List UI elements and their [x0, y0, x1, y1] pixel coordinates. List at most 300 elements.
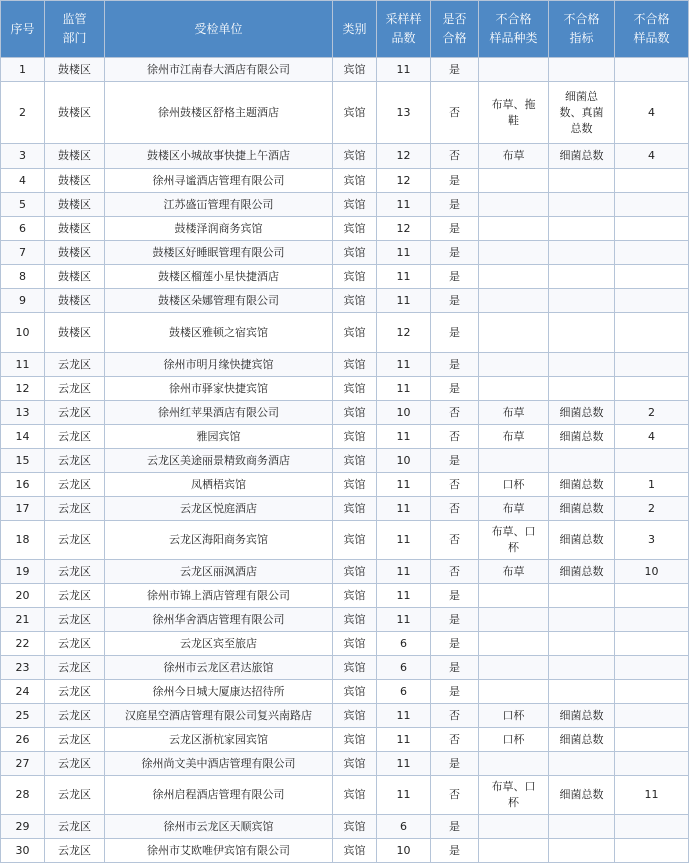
row-fail-index: 细菌总数: [549, 728, 615, 752]
row-samples: 12: [377, 217, 431, 241]
row-dept: 鼓楼区: [45, 193, 105, 217]
row-fail-count: [615, 449, 689, 473]
row-dept: 鼓楼区: [45, 169, 105, 193]
row-pass: 否: [431, 560, 479, 584]
row-dept: 鼓楼区: [45, 241, 105, 265]
table-row: [1, 680, 689, 704]
table-row: [1, 82, 689, 144]
table-row: [1, 632, 689, 656]
row-fail-count: [615, 353, 689, 377]
row-no: 4: [1, 169, 45, 193]
row-unit: 鼓楼区榴莲小星快捷酒店: [105, 265, 333, 289]
table-row: [1, 217, 689, 241]
row-fail-count: [615, 632, 689, 656]
row-category: 宾馆: [333, 656, 377, 680]
row-fail-types: 布草、口 杯: [479, 521, 549, 560]
row-fail-types: 布草、口 杯: [479, 776, 549, 815]
row-fail-types: [479, 839, 549, 863]
table-row: [1, 425, 689, 449]
row-fail-index: 细菌总数: [549, 144, 615, 169]
row-fail-index: [549, 313, 615, 353]
row-fail-index: [549, 632, 615, 656]
row-no: 18: [1, 521, 45, 560]
row-fail-count: 10: [615, 560, 689, 584]
row-pass: 是: [431, 217, 479, 241]
row-unit: 徐州今日城大厦康达招待所: [105, 680, 333, 704]
row-category: 宾馆: [333, 313, 377, 353]
row-pass: 是: [431, 449, 479, 473]
row-dept: 鼓楼区: [45, 58, 105, 82]
row-category: 宾馆: [333, 752, 377, 776]
row-samples: 11: [377, 560, 431, 584]
row-pass: 是: [431, 313, 479, 353]
table-row: [1, 776, 689, 815]
row-fail-count: [615, 728, 689, 752]
row-dept: 鼓楼区: [45, 82, 105, 144]
table-row: [1, 193, 689, 217]
row-fail-index: [549, 815, 615, 839]
row-samples: 12: [377, 313, 431, 353]
row-category: 宾馆: [333, 144, 377, 169]
row-dept: 云龙区: [45, 815, 105, 839]
header-samples: 采样样 品数: [377, 1, 431, 58]
row-pass: 是: [431, 815, 479, 839]
row-category: 宾馆: [333, 289, 377, 313]
row-pass: 否: [431, 82, 479, 144]
row-dept: 云龙区: [45, 401, 105, 425]
row-category: 宾馆: [333, 217, 377, 241]
row-dept: 云龙区: [45, 497, 105, 521]
row-fail-index: [549, 58, 615, 82]
row-fail-count: [615, 58, 689, 82]
row-pass: 否: [431, 521, 479, 560]
row-pass: 是: [431, 839, 479, 863]
row-fail-count: [615, 289, 689, 313]
row-category: 宾馆: [333, 728, 377, 752]
row-no: 20: [1, 584, 45, 608]
row-category: 宾馆: [333, 353, 377, 377]
row-samples: 11: [377, 265, 431, 289]
row-fail-types: [479, 449, 549, 473]
row-fail-types: [479, 377, 549, 401]
row-unit: 鼓楼区雅顿之宿宾馆: [105, 313, 333, 353]
row-no: 14: [1, 425, 45, 449]
row-unit: 徐州市江南春大酒店有限公司: [105, 58, 333, 82]
table-row: [1, 241, 689, 265]
row-category: 宾馆: [333, 560, 377, 584]
row-unit: 鼓楼区好睡眠管理有限公司: [105, 241, 333, 265]
row-category: 宾馆: [333, 776, 377, 815]
row-samples: 11: [377, 704, 431, 728]
table-body: [1, 58, 689, 863]
row-dept: 云龙区: [45, 704, 105, 728]
table-row: [1, 815, 689, 839]
row-fail-count: 4: [615, 425, 689, 449]
row-dept: 云龙区: [45, 608, 105, 632]
row-unit: 云龙区宾至旅店: [105, 632, 333, 656]
row-pass: 否: [431, 497, 479, 521]
row-dept: 云龙区: [45, 584, 105, 608]
row-no: 17: [1, 497, 45, 521]
row-no: 26: [1, 728, 45, 752]
row-category: 宾馆: [333, 608, 377, 632]
row-fail-count: 1: [615, 473, 689, 497]
row-fail-count: [615, 377, 689, 401]
row-fail-index: 细菌总 数、真菌 总数: [549, 82, 615, 144]
row-unit: 徐州市云龙区君达旅馆: [105, 656, 333, 680]
row-fail-types: [479, 353, 549, 377]
row-category: 宾馆: [333, 425, 377, 449]
row-pass: 否: [431, 144, 479, 169]
row-fail-count: 11: [615, 776, 689, 815]
row-fail-index: [549, 193, 615, 217]
row-no: 23: [1, 656, 45, 680]
row-pass: 是: [431, 377, 479, 401]
row-unit: 徐州启程酒店管理有限公司: [105, 776, 333, 815]
row-fail-types: [479, 313, 549, 353]
row-fail-count: [615, 608, 689, 632]
row-category: 宾馆: [333, 680, 377, 704]
row-fail-count: 4: [615, 82, 689, 144]
row-fail-types: 布草: [479, 497, 549, 521]
row-fail-count: [615, 265, 689, 289]
row-unit: 徐州鼓楼区舒格主题酒店: [105, 82, 333, 144]
row-category: 宾馆: [333, 521, 377, 560]
row-category: 宾馆: [333, 839, 377, 863]
row-unit: 徐州寻谧酒店管理有限公司: [105, 169, 333, 193]
row-samples: 11: [377, 425, 431, 449]
row-fail-index: [549, 839, 615, 863]
row-category: 宾馆: [333, 632, 377, 656]
header-pass: 是否 合格: [431, 1, 479, 58]
row-fail-count: [615, 193, 689, 217]
row-pass: 是: [431, 680, 479, 704]
row-fail-index: 细菌总数: [549, 497, 615, 521]
row-dept: 云龙区: [45, 521, 105, 560]
row-no: 1: [1, 58, 45, 82]
row-category: 宾馆: [333, 169, 377, 193]
table-row: [1, 521, 689, 560]
row-fail-count: [615, 815, 689, 839]
row-fail-index: 细菌总数: [549, 401, 615, 425]
row-samples: 6: [377, 656, 431, 680]
row-fail-types: [479, 680, 549, 704]
row-fail-count: [615, 752, 689, 776]
row-pass: 是: [431, 265, 479, 289]
row-samples: 11: [377, 353, 431, 377]
row-samples: 10: [377, 839, 431, 863]
table-row: [1, 377, 689, 401]
row-fail-count: [615, 217, 689, 241]
table-row: [1, 401, 689, 425]
row-fail-index: 细菌总数: [549, 473, 615, 497]
row-fail-index: [549, 217, 615, 241]
row-no: 11: [1, 353, 45, 377]
row-fail-count: [615, 241, 689, 265]
row-unit: 徐州尚文美中酒店管理有限公司: [105, 752, 333, 776]
row-category: 宾馆: [333, 584, 377, 608]
row-fail-index: [549, 584, 615, 608]
row-no: 12: [1, 377, 45, 401]
row-fail-count: 2: [615, 401, 689, 425]
row-fail-index: 细菌总数: [549, 776, 615, 815]
row-no: 13: [1, 401, 45, 425]
row-no: 10: [1, 313, 45, 353]
table-row: [1, 560, 689, 584]
row-fail-types: [479, 752, 549, 776]
row-fail-count: 4: [615, 144, 689, 169]
row-category: 宾馆: [333, 815, 377, 839]
row-unit: 雅园宾馆: [105, 425, 333, 449]
table-row: [1, 144, 689, 169]
row-no: 27: [1, 752, 45, 776]
row-fail-count: 2: [615, 497, 689, 521]
row-category: 宾馆: [333, 193, 377, 217]
row-samples: 11: [377, 584, 431, 608]
table-row: [1, 265, 689, 289]
row-category: 宾馆: [333, 449, 377, 473]
table-row: [1, 289, 689, 313]
header-category: 类别: [333, 1, 377, 58]
row-samples: 11: [377, 752, 431, 776]
header-dept: 监管 部门: [45, 1, 105, 58]
row-fail-index: [549, 169, 615, 193]
row-pass: 是: [431, 632, 479, 656]
row-no: 16: [1, 473, 45, 497]
row-category: 宾馆: [333, 82, 377, 144]
row-fail-types: [479, 608, 549, 632]
row-pass: 是: [431, 289, 479, 313]
row-pass: 否: [431, 728, 479, 752]
row-unit: 徐州市驿家快捷宾馆: [105, 377, 333, 401]
row-fail-types: 布草: [479, 425, 549, 449]
row-unit: 徐州红苹果酒店有限公司: [105, 401, 333, 425]
table-row: [1, 473, 689, 497]
row-unit: 云龙区美途丽景精致商务酒店: [105, 449, 333, 473]
row-category: 宾馆: [333, 377, 377, 401]
row-pass: 否: [431, 473, 479, 497]
row-samples: 11: [377, 497, 431, 521]
row-pass: 是: [431, 193, 479, 217]
row-dept: 鼓楼区: [45, 265, 105, 289]
row-fail-count: [615, 704, 689, 728]
row-fail-types: [479, 169, 549, 193]
row-dept: 云龙区: [45, 776, 105, 815]
header-fail-types: 不合格 样品种类: [479, 1, 549, 58]
row-dept: 云龙区: [45, 632, 105, 656]
row-fail-index: [549, 656, 615, 680]
row-fail-index: [549, 289, 615, 313]
header-unit: 受检单位: [105, 1, 333, 58]
row-fail-types: [479, 632, 549, 656]
row-fail-types: [479, 241, 549, 265]
table-row: [1, 584, 689, 608]
row-dept: 云龙区: [45, 353, 105, 377]
row-fail-types: [479, 217, 549, 241]
row-no: 21: [1, 608, 45, 632]
table-row: [1, 449, 689, 473]
row-fail-types: 口杯: [479, 473, 549, 497]
row-fail-index: [549, 265, 615, 289]
header-no: 序号: [1, 1, 45, 58]
row-dept: 鼓楼区: [45, 144, 105, 169]
row-pass: 是: [431, 241, 479, 265]
row-pass: 否: [431, 401, 479, 425]
row-pass: 是: [431, 58, 479, 82]
row-fail-count: [615, 839, 689, 863]
header-row: [1, 1, 689, 58]
row-fail-count: 3: [615, 521, 689, 560]
row-no: 5: [1, 193, 45, 217]
row-fail-index: [549, 449, 615, 473]
header-fail-index: 不合格 指标: [549, 1, 615, 58]
row-no: 15: [1, 449, 45, 473]
row-no: 25: [1, 704, 45, 728]
row-dept: 云龙区: [45, 728, 105, 752]
row-fail-types: 口杯: [479, 728, 549, 752]
row-no: 19: [1, 560, 45, 584]
row-no: 24: [1, 680, 45, 704]
row-unit: 鼓楼区朵娜管理有限公司: [105, 289, 333, 313]
row-fail-count: [615, 169, 689, 193]
row-samples: 11: [377, 58, 431, 82]
row-samples: 11: [377, 776, 431, 815]
row-unit: 云龙区浙杭家园宾馆: [105, 728, 333, 752]
row-fail-index: [549, 608, 615, 632]
row-no: 7: [1, 241, 45, 265]
table-row: [1, 704, 689, 728]
row-samples: 6: [377, 632, 431, 656]
row-dept: 云龙区: [45, 449, 105, 473]
row-fail-index: 细菌总数: [549, 560, 615, 584]
table-row: [1, 728, 689, 752]
table-row: [1, 839, 689, 863]
row-pass: 是: [431, 169, 479, 193]
row-no: 2: [1, 82, 45, 144]
row-pass: 是: [431, 608, 479, 632]
row-dept: 鼓楼区: [45, 289, 105, 313]
table-row: [1, 656, 689, 680]
table-row: [1, 58, 689, 82]
row-category: 宾馆: [333, 704, 377, 728]
row-no: 8: [1, 265, 45, 289]
row-fail-count: [615, 313, 689, 353]
row-samples: 11: [377, 193, 431, 217]
row-no: 3: [1, 144, 45, 169]
row-fail-index: 细菌总数: [549, 521, 615, 560]
table-row: [1, 353, 689, 377]
row-fail-types: [479, 584, 549, 608]
row-dept: 云龙区: [45, 752, 105, 776]
row-samples: 6: [377, 680, 431, 704]
row-unit: 云龙区丽沨酒店: [105, 560, 333, 584]
row-fail-index: [549, 241, 615, 265]
row-fail-index: [549, 752, 615, 776]
row-samples: 11: [377, 289, 431, 313]
row-samples: 12: [377, 144, 431, 169]
row-unit: 江苏盛冚管理有限公司: [105, 193, 333, 217]
row-samples: 11: [377, 241, 431, 265]
row-fail-types: 布草、拖 鞋: [479, 82, 549, 144]
row-dept: 鼓楼区: [45, 313, 105, 353]
row-fail-types: [479, 58, 549, 82]
header-fail-count: 不合格 样品数: [615, 1, 689, 58]
row-fail-count: [615, 656, 689, 680]
row-pass: 是: [431, 656, 479, 680]
row-unit: 徐州市明月缘快捷宾馆: [105, 353, 333, 377]
row-samples: 11: [377, 521, 431, 560]
row-dept: 云龙区: [45, 473, 105, 497]
table-row: [1, 497, 689, 521]
row-samples: 10: [377, 401, 431, 425]
row-samples: 12: [377, 169, 431, 193]
row-dept: 云龙区: [45, 839, 105, 863]
row-dept: 云龙区: [45, 377, 105, 401]
row-fail-types: [479, 289, 549, 313]
row-fail-index: 细菌总数: [549, 425, 615, 449]
row-pass: 否: [431, 704, 479, 728]
row-fail-count: [615, 680, 689, 704]
row-fail-index: [549, 377, 615, 401]
row-samples: 13: [377, 82, 431, 144]
row-category: 宾馆: [333, 497, 377, 521]
row-samples: 11: [377, 728, 431, 752]
row-category: 宾馆: [333, 401, 377, 425]
row-samples: 11: [377, 473, 431, 497]
row-samples: 6: [377, 815, 431, 839]
row-samples: 11: [377, 377, 431, 401]
row-unit: 鼓楼泽润商务宾馆: [105, 217, 333, 241]
row-no: 9: [1, 289, 45, 313]
row-fail-index: 细菌总数: [549, 704, 615, 728]
row-fail-types: 布草: [479, 560, 549, 584]
row-pass: 否: [431, 425, 479, 449]
row-category: 宾馆: [333, 241, 377, 265]
row-fail-types: [479, 193, 549, 217]
table-row: [1, 313, 689, 353]
row-category: 宾馆: [333, 265, 377, 289]
row-unit: 鼓楼区小城故事快捷上午酒店: [105, 144, 333, 169]
row-fail-types: 口杯: [479, 704, 549, 728]
row-no: 22: [1, 632, 45, 656]
row-dept: 云龙区: [45, 680, 105, 704]
row-pass: 是: [431, 353, 479, 377]
row-unit: 云龙区海阳商务宾馆: [105, 521, 333, 560]
row-samples: 10: [377, 449, 431, 473]
row-dept: 云龙区: [45, 425, 105, 449]
row-dept: 云龙区: [45, 656, 105, 680]
row-no: 29: [1, 815, 45, 839]
row-unit: 徐州市艾欧唯伊宾馆有限公司: [105, 839, 333, 863]
row-fail-index: [549, 680, 615, 704]
row-unit: 云龙区悦庭酒店: [105, 497, 333, 521]
row-fail-index: [549, 353, 615, 377]
row-fail-types: [479, 265, 549, 289]
row-unit: 徐州华舍酒店管理有限公司: [105, 608, 333, 632]
row-fail-types: [479, 656, 549, 680]
row-fail-types: 布草: [479, 401, 549, 425]
row-dept: 云龙区: [45, 560, 105, 584]
row-pass: 是: [431, 584, 479, 608]
row-no: 6: [1, 217, 45, 241]
row-no: 30: [1, 839, 45, 863]
row-unit: 徐州市云龙区天顺宾馆: [105, 815, 333, 839]
row-pass: 否: [431, 776, 479, 815]
table-row: [1, 752, 689, 776]
row-dept: 鼓楼区: [45, 217, 105, 241]
row-unit: 汉庭星空酒店管理有限公司复兴南路店: [105, 704, 333, 728]
row-category: 宾馆: [333, 58, 377, 82]
